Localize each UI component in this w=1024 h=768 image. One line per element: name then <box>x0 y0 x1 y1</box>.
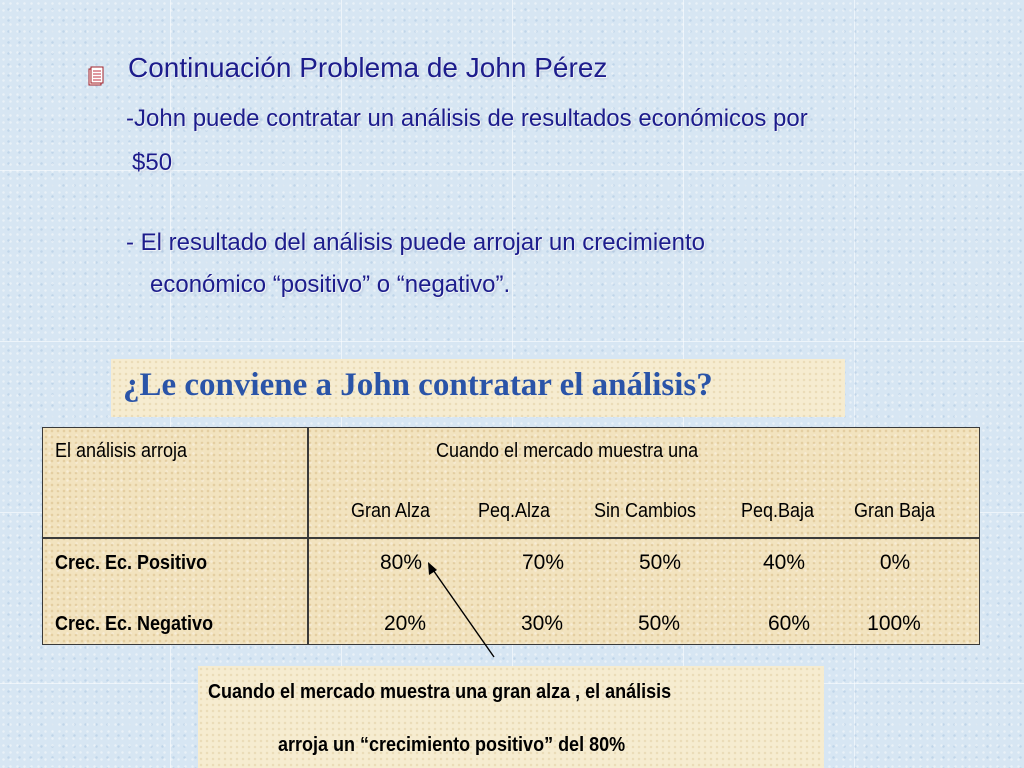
column-header-sin-cambios: Sin Cambios <box>594 500 697 522</box>
table-divider-horizontal <box>43 537 979 539</box>
slide-title: Continuación Problema de John Pérez <box>128 52 608 83</box>
table-cell: 30% <box>520 612 564 635</box>
table-cell: 60% <box>767 612 811 635</box>
cost-text-line2: $50 <box>132 149 173 176</box>
callout-line1: Cuando el mercado muestra una gran alza , el análisis <box>208 681 672 703</box>
column-header-gran-baja: Gran Baja <box>854 500 936 522</box>
table-divider-vertical <box>307 428 309 644</box>
table-cell: 70% <box>521 551 565 574</box>
table-cell: 50% <box>638 551 682 574</box>
column-group-label: Cuando el mercado muestra una <box>436 440 699 462</box>
table-cell: 100% <box>867 612 921 635</box>
column-header-gran-alza: Gran Alza <box>351 500 431 522</box>
row-label-negativo: Crec. Ec. Negativo <box>55 613 214 635</box>
result-text-line2: económico “positivo” o “negativo”. <box>150 271 511 298</box>
notebook-icon <box>88 66 104 86</box>
table-cell: 0% <box>879 551 911 574</box>
table-cell: 80% <box>379 551 423 574</box>
table-cell: 20% <box>383 612 427 635</box>
column-header-peq-baja: Peq.Baja <box>741 500 815 522</box>
table-cell: 50% <box>637 612 681 635</box>
row-header-label: El análisis arroja <box>55 440 188 462</box>
column-header-peq-alza: Peq.Alza <box>478 500 551 522</box>
table-cell: 40% <box>762 551 806 574</box>
question-heading: ¿Le conviene a John contratar el análisis? <box>123 367 713 403</box>
row-label-positivo: Crec. Ec. Positivo <box>55 552 208 574</box>
result-text-line1: - El resultado del análisis puede arrojar un crecimiento <box>126 229 705 256</box>
callout-box <box>198 666 824 768</box>
cost-text-line1: -John puede contratar un análisis de resultados económicos por <box>126 105 808 132</box>
callout-line2: arroja un “crecimiento positivo” del 80% <box>278 734 626 756</box>
question-box <box>111 359 845 417</box>
probability-table <box>42 427 980 645</box>
